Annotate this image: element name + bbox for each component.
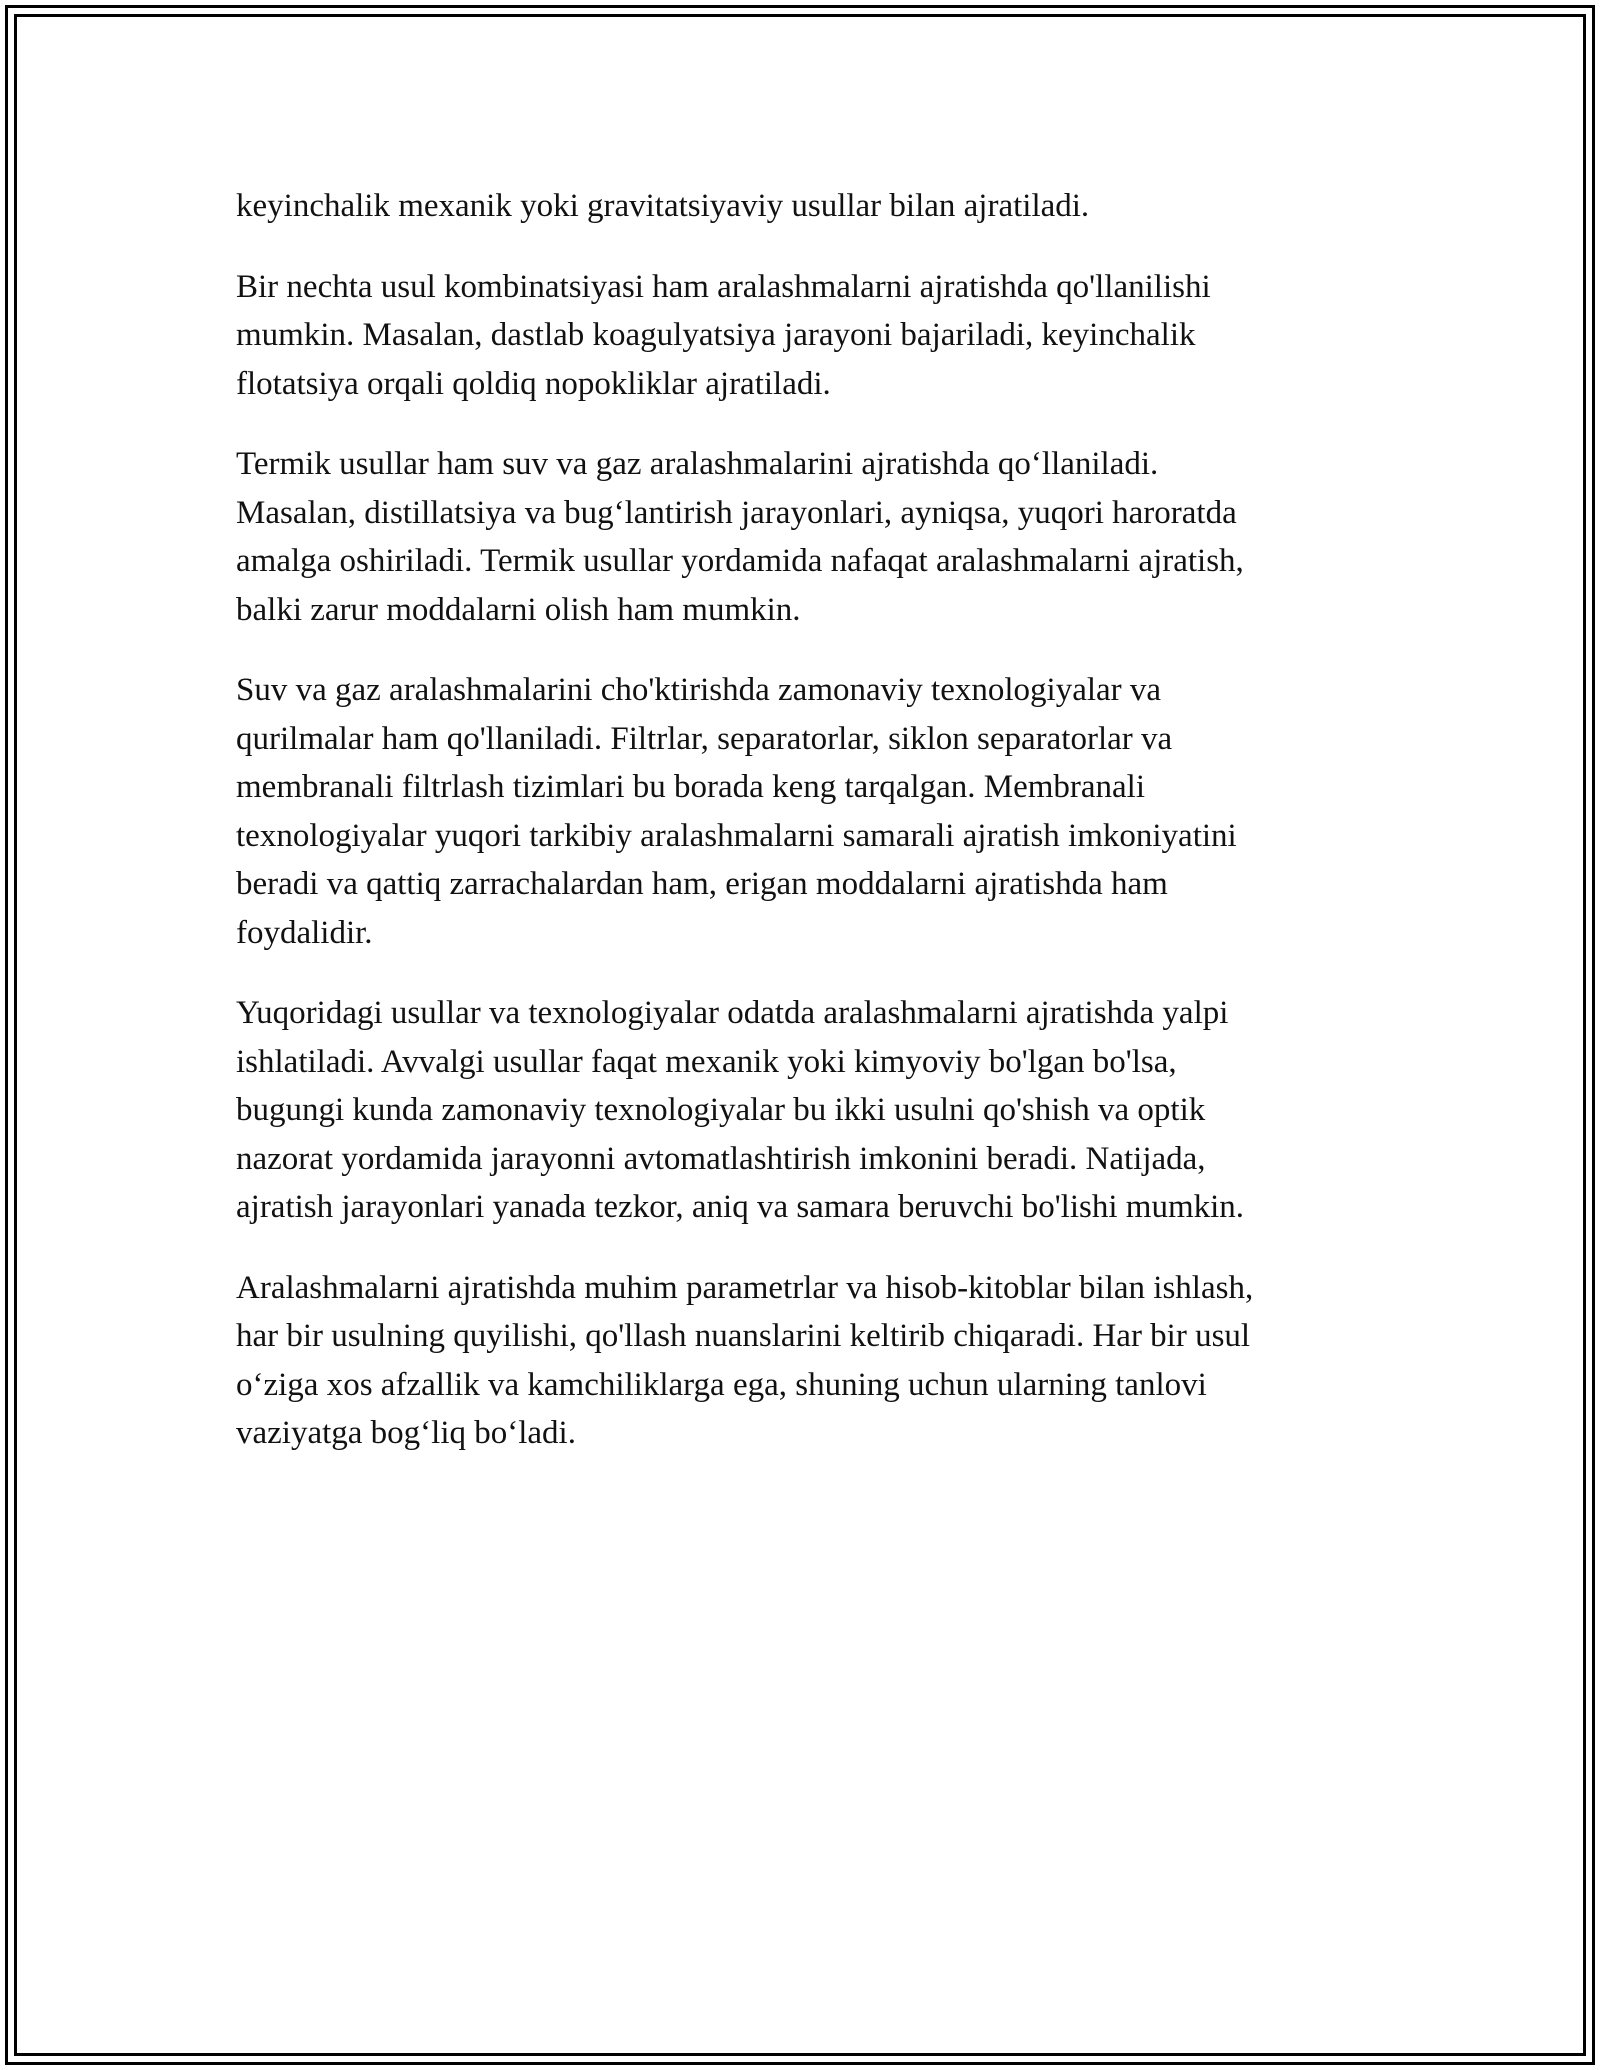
text-line: Termik usullar ham suv va gaz aralashmalarini ajratishda qo‘llaniladi. bbox=[236, 446, 1159, 482]
paragraph-5 bbox=[236, 989, 1386, 1232]
paragraph-4 bbox=[236, 666, 1386, 957]
text-line: ajratish jarayonlari yanada tezkor, aniq va samara beruvchi bo'lishi mumkin. bbox=[236, 1189, 1245, 1225]
text-line: membranali filtrlash tizimlari bu borada keng tarqalgan. Membranali bbox=[236, 769, 1146, 805]
text-line: beradi va qattiq zarrachalardan ham, erigan moddalarni ajratishda ham bbox=[236, 866, 1168, 902]
text-line: amalga oshiriladi. Termik usullar yordamida nafaqat aralashmalarni ajratish, bbox=[236, 543, 1244, 579]
text-line: Bir nechta usul kombinatsiyasi ham aralashmalarni ajratishda qo'llanilishi bbox=[236, 268, 1211, 305]
paragraph-3 bbox=[236, 440, 1386, 634]
paragraph-2 bbox=[236, 263, 1386, 409]
document-body bbox=[236, 182, 1386, 1490]
text-line: Aralashmalarni ajratishda muhim parametrlar va hisob-kitoblar bilan ishlash, bbox=[236, 1269, 1254, 1306]
text-line: Suv va gaz aralashmalarini cho'ktirishda zamonaviy texnologiyalar va bbox=[236, 672, 1162, 708]
text-line: flotatsiya orqali qoldiq nopokliklar ajratiladi. bbox=[236, 365, 831, 402]
text-line: ishlatiladi. Avvalgi usullar faqat mexanik yoki kimyoviy bo'lgan bo'lsa, bbox=[236, 1043, 1177, 1080]
text-line: Yuqoridagi usullar va texnologiyalar odatda aralashmalarni ajratishda yalpi bbox=[236, 995, 1229, 1031]
text-line: nazorat yordamida jarayonni avtomatlashtirish imkonini beradi. Natijada, bbox=[236, 1140, 1206, 1177]
text-line: foydalidir. bbox=[236, 914, 373, 951]
text-line: texnologiyalar yuqori tarkibiy aralashmalarni samarali ajratish imkoniyatini bbox=[236, 817, 1237, 854]
paragraph-1 bbox=[236, 182, 1386, 231]
text-line: keyinchalik mexanik yoki gravitatsiyaviy usullar bilan ajratiladi. bbox=[236, 188, 1090, 224]
paragraph-6 bbox=[236, 1264, 1386, 1458]
text-line: Masalan, distillatsiya va bug‘lantirish jarayonlari, ayniqsa, yuqori haroratda bbox=[236, 494, 1237, 531]
text-line: qurilmalar ham qo'llaniladi. Filtrlar, separatorlar, siklon separatorlar va bbox=[236, 720, 1173, 757]
text-line: vaziyatga bog‘liq bo‘ladi. bbox=[236, 1415, 576, 1451]
text-line: balki zarur moddalarni olish ham mumkin. bbox=[236, 591, 801, 628]
text-line: har bir usulning quyilishi, qo'llash nuanslarini keltirib chiqaradi. Har bir usul bbox=[236, 1318, 1251, 1354]
text-line: o‘ziga xos afzallik va kamchiliklarga ega, shuning uchun ularning tanlovi bbox=[236, 1366, 1207, 1403]
text-line: bugungi kunda zamonaviy texnologiyalar bu ikki usulni qo'shish va optik bbox=[236, 1092, 1206, 1128]
text-line: mumkin. Masalan, dastlab koagulyatsiya jarayoni bajariladi, keyinchalik bbox=[236, 317, 1196, 353]
